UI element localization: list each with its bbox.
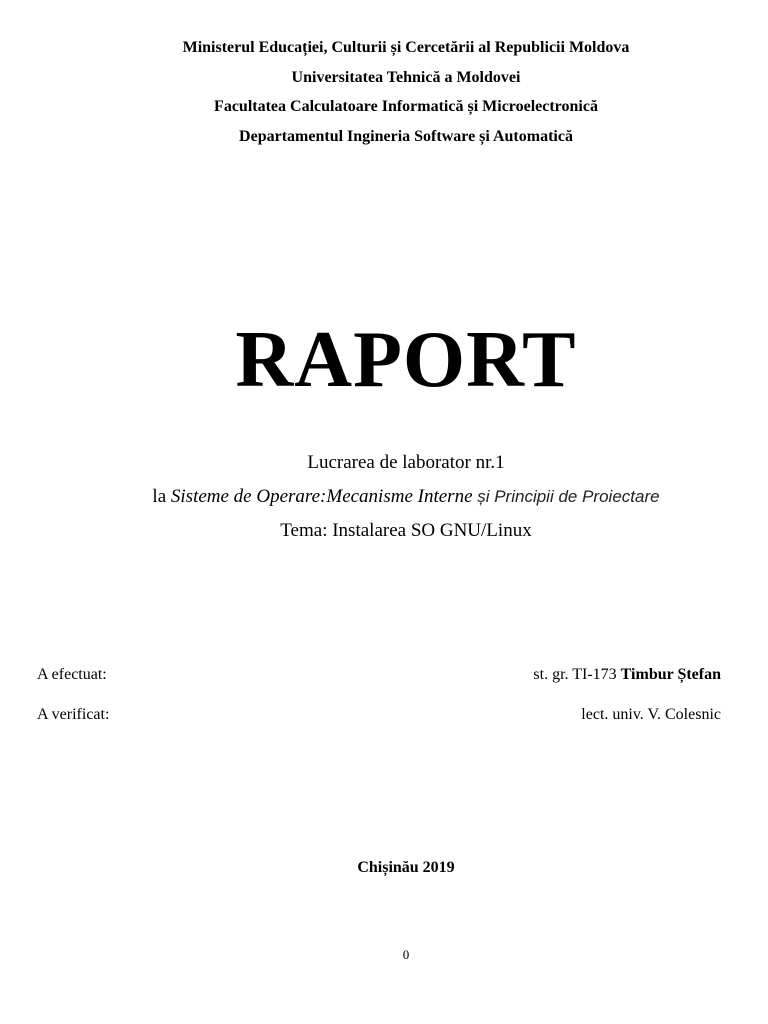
signature-block: [37, 664, 721, 744]
verifier-name: lect. univ. V. Colesnic: [581, 706, 721, 723]
ministry-name: Ministerul Educației, Culturii și Cercetării al Republicii Moldova: [182, 39, 630, 56]
faculty-name: Facultatea Calculatoare Informatică și Microelectronică: [214, 98, 598, 115]
report-title: RAPORT: [235, 316, 577, 404]
course-prefix: la: [152, 486, 171, 507]
page-number: 0: [402, 947, 410, 962]
performed-row: [37, 664, 721, 704]
institution-header: [0, 33, 768, 151]
verified-label: A verificat:: [37, 706, 110, 723]
course-line: [0, 480, 768, 514]
student-group: st. gr. TI-173: [533, 666, 621, 683]
department-name: Departamentul Ingineria Software și Automatică: [239, 127, 573, 145]
lab-number: Lucrarea de laborator nr.1: [307, 452, 505, 473]
city-year: Chișinău 2019: [357, 859, 455, 876]
performed-label: A efectuat:: [37, 666, 107, 683]
verified-row: [37, 704, 721, 744]
student-name: Timbur Ștefan: [620, 666, 721, 683]
performed-by: [533, 664, 721, 686]
report-subtitle: [0, 446, 768, 548]
lab-topic: Tema: Instalarea SO GNU/Linux: [280, 520, 532, 541]
course-name-suffix: și Principii de Proiectare: [472, 487, 660, 506]
course-name: Sisteme de Operare:Mecanisme Interne: [170, 486, 473, 507]
university-name: Universitatea Tehnică a Moldovei: [291, 68, 521, 86]
